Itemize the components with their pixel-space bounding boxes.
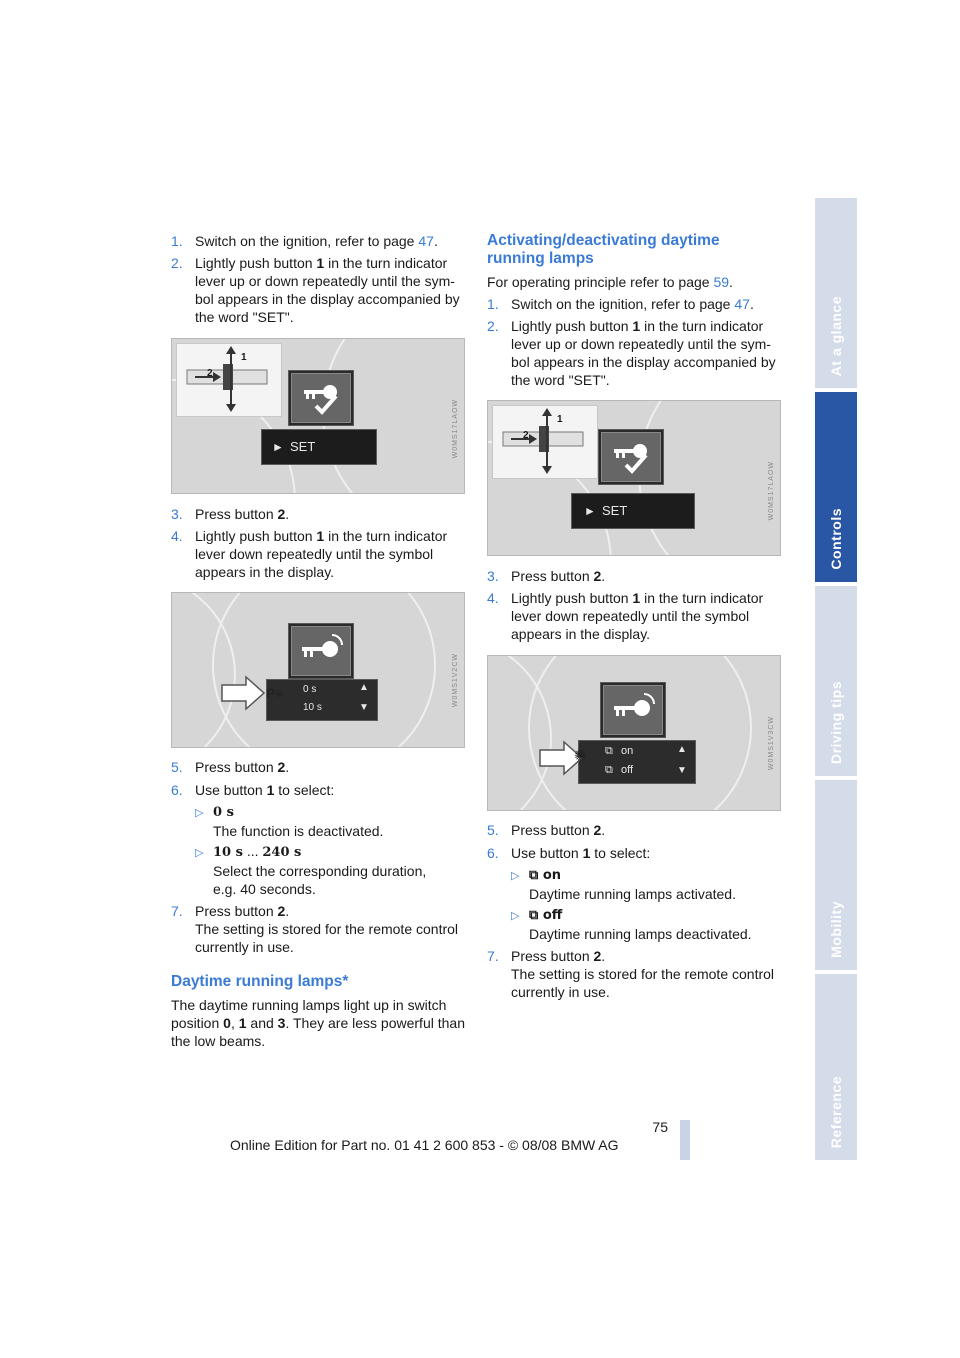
key-check-icon xyxy=(602,433,660,481)
scroll-down-icon: ▼ xyxy=(677,765,687,776)
tab-controls[interactable]: Controls xyxy=(815,392,857,582)
display-set-bar: ► SET xyxy=(261,429,377,465)
display-set-bar: ► SET xyxy=(571,493,695,529)
option-0s: ▷ 0 s The function is deactivated. xyxy=(195,805,384,839)
display-duration-list: 0 s 10 s ▲ ▼ xyxy=(266,679,378,721)
heading-activating-daytime: Activating/deactivating daytime running lamps xyxy=(487,232,720,267)
figure-set-display: 1 2 ► SET W0MS17LAOW xyxy=(487,400,781,556)
key-remote-icon xyxy=(604,686,662,734)
display-on-off-list: ⧉ on ⧉ off ▲ ▼ xyxy=(578,740,696,784)
step-2: 2. Lightly push button 1 in the turn indicator lever up or down repeatedly until the sym-bol appears in the display accompanied by the word "SET". xyxy=(171,255,460,325)
turn-indicator-lever-illustration: 1 2 xyxy=(492,405,598,479)
turn-indicator-lever-illustration: 1 2 xyxy=(176,343,282,417)
daytime-lamp-icon: ⧉ xyxy=(605,745,613,757)
step-6: 6. Use button 1 to select: xyxy=(171,782,335,798)
scroll-down-icon: ▼ xyxy=(359,702,369,713)
figure-duration-display: 0 s 10 s ▲ ▼ P≡ W0MS1V2CW xyxy=(171,592,465,748)
scroll-up-icon: ▲ xyxy=(677,744,687,755)
step-3: 3. Press button 2. xyxy=(171,506,290,522)
tab-at-a-glance[interactable]: At a glance xyxy=(815,198,857,388)
figure-set-display: 1 2 ► SET W0MS17LAOW xyxy=(171,338,465,494)
step-4: 4. Lightly push button 1 in the turn indicator lever down repeatedly until the symbol appears in the display. xyxy=(487,590,764,642)
figure-daytime-display: ⧉ on ⧉ off ▲ ▼ ✺ W0MS1V3CW xyxy=(487,655,781,811)
light-sun-icon: ✺ xyxy=(574,748,588,765)
step-6: 6. Use button 1 to select: xyxy=(487,845,651,861)
key-remote-icon xyxy=(292,627,350,675)
step-3: 3. Press button 2. xyxy=(487,568,606,584)
tab-reference[interactable]: Reference xyxy=(815,974,857,1160)
page-link-47[interactable]: 47 xyxy=(418,233,434,249)
pointer-arrow-icon xyxy=(220,675,266,711)
page-marker xyxy=(680,1120,690,1160)
heading-daytime-running-lamps: Daytime running lamps* xyxy=(171,973,349,990)
display-key-symbol xyxy=(600,682,666,738)
page-number: 75 xyxy=(652,1119,668,1135)
page-link-47[interactable]: 47 xyxy=(734,296,750,312)
daytime-lamp-icon: ⧉ xyxy=(529,868,543,883)
step-5: 5. Press button 2. xyxy=(487,822,606,838)
step-2: 2. Lightly push button 1 in the turn indicator lever up or down repeatedly until the sym-bol appears in the display accompanied by the word "SET". xyxy=(487,318,776,388)
step-1: 1. Switch on the ignition, refer to page 47. xyxy=(487,296,754,312)
paragraph-principle: For operating principle refer to page 59. xyxy=(487,274,733,290)
page-link-59[interactable]: 59 xyxy=(713,274,730,290)
step-1: 1. Switch on the ignition, refer to page 47. xyxy=(171,233,438,249)
daytime-lamp-icon: ⧉ xyxy=(529,908,543,923)
parking-light-icon: P≡ xyxy=(266,685,284,701)
display-key-symbol xyxy=(598,429,664,485)
option-on: ▷ ⧉ on Daytime running lamps activated. xyxy=(511,868,736,902)
step-7: 7. Press button 2. The setting is stored for the remote control currently in use. xyxy=(171,903,459,955)
step-7: 7. Press button 2. The setting is stored for the remote control currently in use. xyxy=(487,948,775,1000)
step-4: 4. Lightly push button 1 in the turn indicator lever down repeatedly until the symbol appears in the display. xyxy=(171,528,448,580)
tab-driving-tips[interactable]: Driving tips xyxy=(815,586,857,776)
option-10s-240s: ▷ 10 s ... 240 s Select the corresponding duration, e.g. 40 seconds. xyxy=(195,843,427,897)
scroll-up-icon: ▲ xyxy=(359,682,369,693)
display-key-symbol xyxy=(288,623,354,679)
key-check-icon xyxy=(292,374,350,422)
option-off: ▷ ⧉ off Daytime running lamps deactivated. xyxy=(511,908,752,942)
display-key-symbol xyxy=(288,370,354,426)
tab-mobility[interactable]: Mobility xyxy=(815,780,857,970)
footer-text: Online Edition for Part no. 01 41 2 600 853 - © 08/08 BMW AG xyxy=(230,1137,619,1153)
paragraph-daytime: The daytime running lamps light up in switch position 0, 1 and 3. They are less powerful than the low beams. xyxy=(171,997,465,1049)
step-5: 5. Press button 2. xyxy=(171,759,290,775)
daytime-lamp-icon: ⧉ xyxy=(605,764,613,776)
